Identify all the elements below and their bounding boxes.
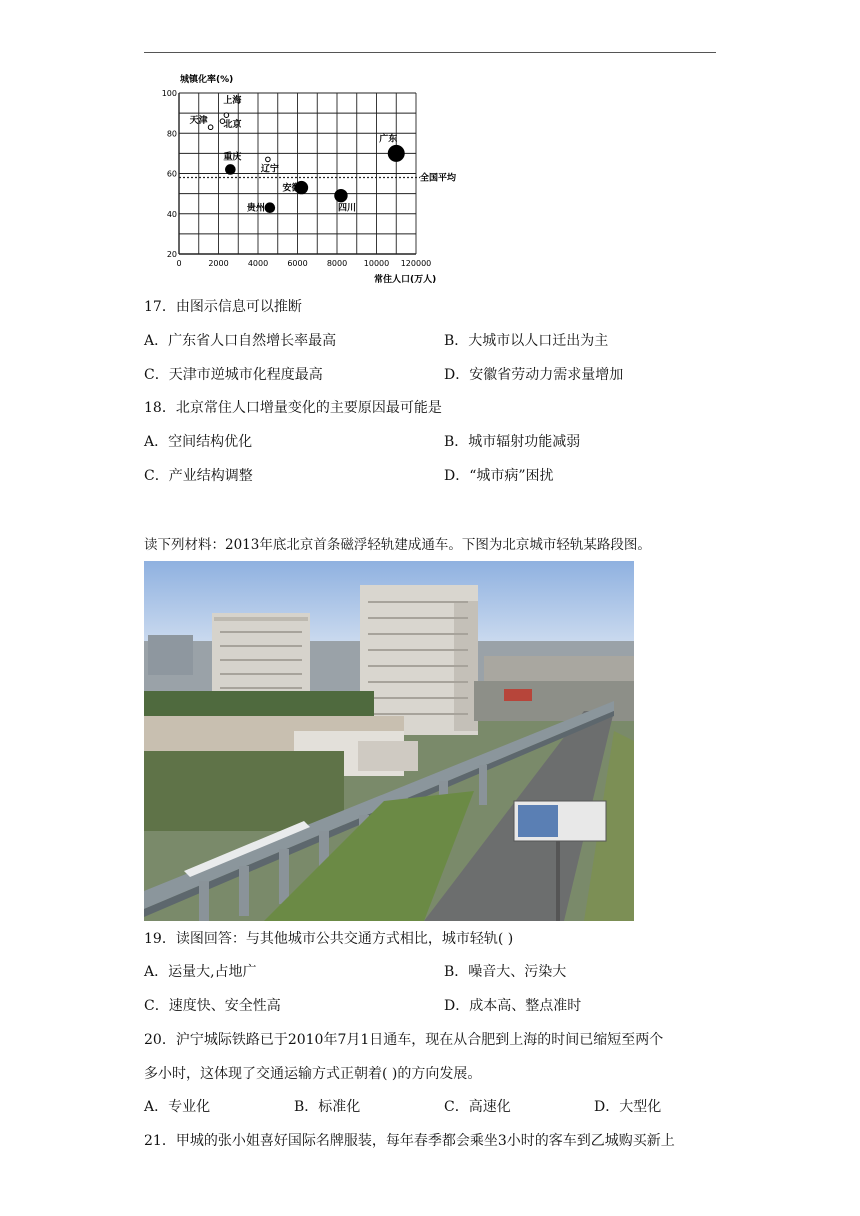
data-point <box>335 189 347 201</box>
x-tick-label: 0 <box>176 259 182 268</box>
x-axis-label: 常住人口(万人) <box>374 275 437 285</box>
q20-option-c[interactable]: C．高速化 <box>444 1099 511 1115</box>
data-point <box>266 157 271 162</box>
x-tick-label: 2000 <box>208 259 229 268</box>
q20-option-b[interactable]: B．标准化 <box>294 1099 361 1115</box>
x-tick-label: 4000 <box>247 259 269 268</box>
point-label: 天津 <box>189 116 208 127</box>
q17-option-b[interactable]: B．大城市以人口迁出为主 <box>444 333 609 349</box>
q19-option-b[interactable]: B．噪音大、污染大 <box>444 964 567 980</box>
q19-option-c[interactable]: C．速度快、安全性高 <box>144 998 281 1014</box>
point-label: 上海 <box>223 96 242 107</box>
data-point <box>265 203 275 213</box>
data-point <box>388 145 404 161</box>
q18-option-c[interactable]: C．产业结构调整 <box>144 468 253 484</box>
question-19-stem: 19．读图回答：与其他城市公共交通方式相比，城市轻轨( ) <box>144 931 514 947</box>
point-label: 北京 <box>223 120 242 131</box>
q19-option-a[interactable]: A．运量大,占地广 <box>144 964 257 980</box>
y-tick-label: 40 <box>166 209 177 219</box>
national-average-label: 全国平均 <box>420 173 457 184</box>
x-tick-label: 10000 <box>363 259 390 268</box>
y-tick-label: 60 <box>166 169 177 179</box>
question-20-stem-line1: 20．沪宁城际铁路已于2010年7月1日通车，现在从合肥到上海的时间已缩短至两个 <box>144 1032 664 1048</box>
q17-option-d[interactable]: D．安徽省劳动力需求量增加 <box>444 367 624 383</box>
data-point <box>224 113 229 118</box>
question-18-stem: 18．北京常住人口增量变化的主要原因最可能是 <box>144 400 442 416</box>
x-tick-label: 6000 <box>287 259 308 268</box>
q18-option-a[interactable]: A．空间结构优化 <box>144 434 253 450</box>
data-point <box>208 125 213 130</box>
x-tick-label: 8000 <box>326 259 348 268</box>
point-label: 安徽 <box>282 183 301 194</box>
q17-option-c[interactable]: C．天津市逆城市化程度最高 <box>144 367 323 383</box>
data-point <box>226 165 236 175</box>
point-label: 四川 <box>337 203 356 214</box>
q20-option-a[interactable]: A．专业化 <box>144 1099 211 1115</box>
point-label: 广东 <box>379 134 398 145</box>
reading-material: 读下列材料：2013年底北京首条磁浮轻轨建成通车。下图为北京城市轻轨某路段图。 <box>144 537 651 553</box>
y-tick-label: 20 <box>166 250 177 259</box>
y-tick-label: 100 <box>161 89 177 98</box>
question-17-stem: 17．由图示信息可以推断 <box>144 299 302 315</box>
q17-option-a[interactable]: A．广东省人口自然增长率最高 <box>144 333 337 349</box>
question-20-stem-line2: 多小时，这体现了交通运输方式正朝着( )的方向发展。 <box>144 1066 482 1082</box>
question-21-stem-line1: 21．甲城的张小姐喜好国际名牌服装，每年春季都会乘坐3小时的客车到乙城购买新上 <box>144 1133 675 1149</box>
point-label: 辽宁 <box>260 164 279 175</box>
chart-grid <box>179 93 416 254</box>
y-tick-label: 80 <box>166 129 177 139</box>
q18-option-b[interactable]: B．城市辐射功能减弱 <box>444 434 581 450</box>
y-axis-label: 城镇化率(%) <box>180 75 234 85</box>
x-tick-label: 120000 <box>400 259 432 268</box>
q19-option-d[interactable]: D．成本高、整点准时 <box>444 998 582 1014</box>
point-label: 重庆 <box>223 152 242 163</box>
q20-option-d[interactable]: D．大型化 <box>594 1099 662 1115</box>
point-label: 贵州 <box>246 203 265 214</box>
urbanization-chart <box>150 66 470 296</box>
light-rail-photo <box>144 561 634 921</box>
header-rule <box>144 52 716 53</box>
q18-option-d[interactable]: D．“城市病”困扰 <box>444 468 554 484</box>
